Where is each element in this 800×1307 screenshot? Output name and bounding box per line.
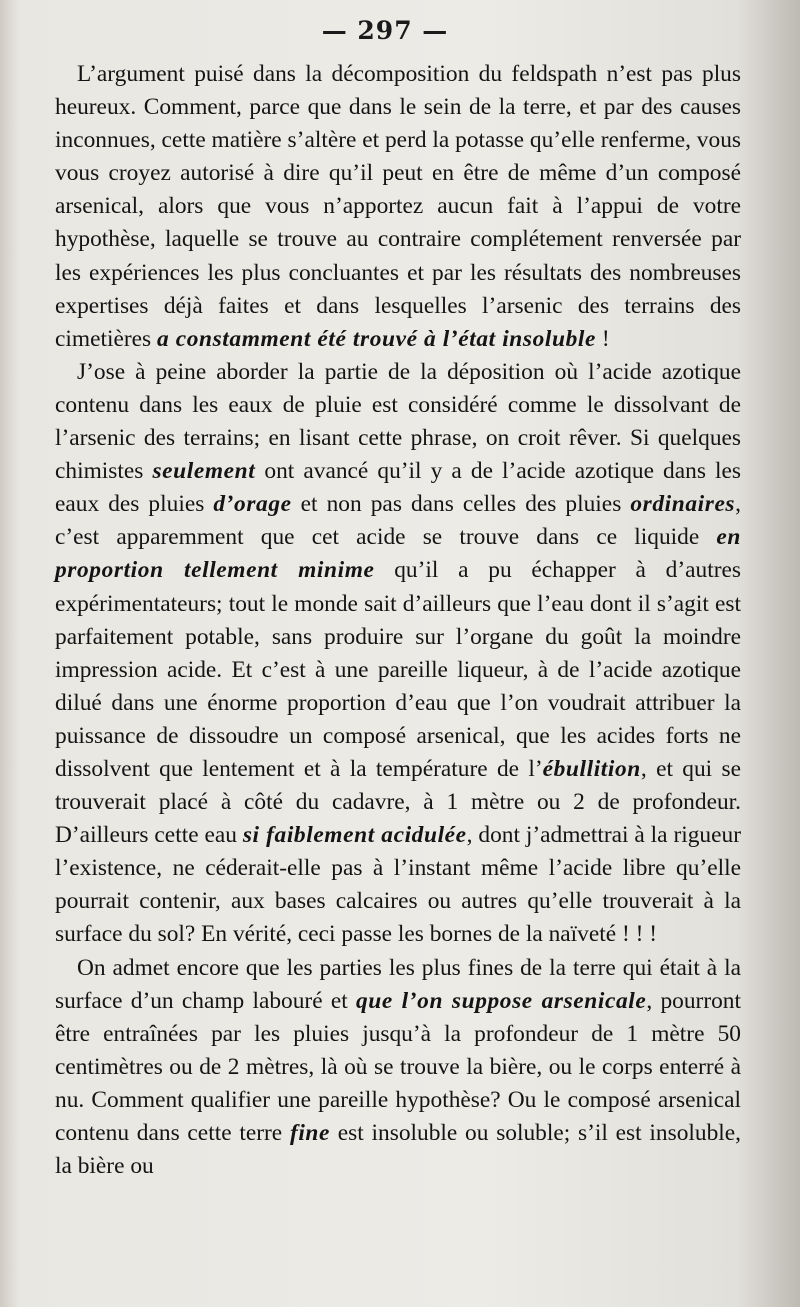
page-number: — 297 — xyxy=(321,16,449,45)
paragraph-2 xyxy=(55,356,741,952)
paragraph-1 xyxy=(55,58,741,356)
italic-emphasis: ébullition xyxy=(542,755,641,782)
italic-emphasis: ordinaires xyxy=(630,491,736,518)
text-run: qu’il a pu échapper à d’autres expérimentateurs; tout le monde sait d’ailleurs que l’eau dont il s’agit est parfaitement potable, sans produire sur l’organe du goût la moindre impression acide. Et c’est à une pareille liqueur, à de l’acide azotique dilué dans une énorme proportion d’eau que l’on voudrait attribuer la puissance de dissoudre un composé arsenical, que les acides forts ne dissolvent que lentement et à la température de l’ xyxy=(55,557,742,782)
italic-emphasis: d’orage xyxy=(213,491,292,518)
text-run: On admet encore que les parties les plus fines de la terre qui était à la surface d’un champ labouré et xyxy=(55,954,741,1014)
italic-emphasis: a constamment été trouvé à l’état insoluble xyxy=(156,325,596,352)
italic-emphasis: en proportion tellement minime xyxy=(55,524,741,584)
text-run: , pourront être entraînées par les pluies jusqu’à la profondeur de 1 mètre 50 centimètres ou de 2 mètres, là où se trouve la bière, ou le corps enterré à nu. Comment qualifier une pareille hypothèse? Ou le composé arsenical contenu dans cette terre xyxy=(55,987,741,1146)
body-text xyxy=(55,58,741,1183)
italic-emphasis: que l’on suppose arsenicale xyxy=(355,987,647,1014)
text-run: L’argument puisé dans la décomposition du feldspath n’est pas plus heureux. Comment, parce que dans le sein de la terre, et par des causes inconnues, cette matière s’altère et perd la potasse qu’elle renferme, vous vous croyez autorisé à dire qu’il peut en être de même d’un composé arsenical, alors que vous n’apportez aucun fait à l’appui de votre hypothèse, laquelle se trouve au contraire complétement renversée par les expériences les plus concluantes et par les résultats des nombreuses expertises déjà faites et dans lesquelles l’arsenic des terrains des cimetières xyxy=(55,61,741,352)
paragraph-3 xyxy=(55,952,741,1184)
text-run: , c’est apparemment que cet acide se trouve dans ce liquide xyxy=(55,491,741,551)
text-run: est insoluble ou soluble; s’il est insoluble, la bière ou xyxy=(55,1120,742,1180)
text-run: ! xyxy=(596,325,610,352)
italic-emphasis: si faiblement acidulée xyxy=(242,822,467,849)
italic-emphasis: fine xyxy=(289,1120,331,1146)
italic-emphasis: seulement xyxy=(152,458,256,485)
text-run: , et qui se trouverait placé à côté du cadavre, à 1 mètre ou 2 de profondeur. D’ailleurs cette eau xyxy=(55,755,741,849)
text-run: J’ose à peine aborder la partie de la déposition où l’acide azotique contenu dans les eaux de pluie est considéré comme le dissolvant de l’arsenic des terrains; en lisant cette phrase, on croit rêver. Si quelques chimistes xyxy=(55,358,741,485)
text-run: ont avancé qu’il y a de l’acide azotique dans les eaux des pluies xyxy=(55,458,742,518)
text-run: et non pas dans celles des pluies xyxy=(291,491,631,518)
text-run: , dont j’admettrai à la rigueur l’existence, ne céderait-elle pas à l’instant même l’acide libre qu’elle pourrait contenir, aux bases calcaires ou autres qu’elle trouverait à la surface du sol? En vérité, ceci passe les bornes de la naïveté ! ! ! xyxy=(55,822,741,948)
